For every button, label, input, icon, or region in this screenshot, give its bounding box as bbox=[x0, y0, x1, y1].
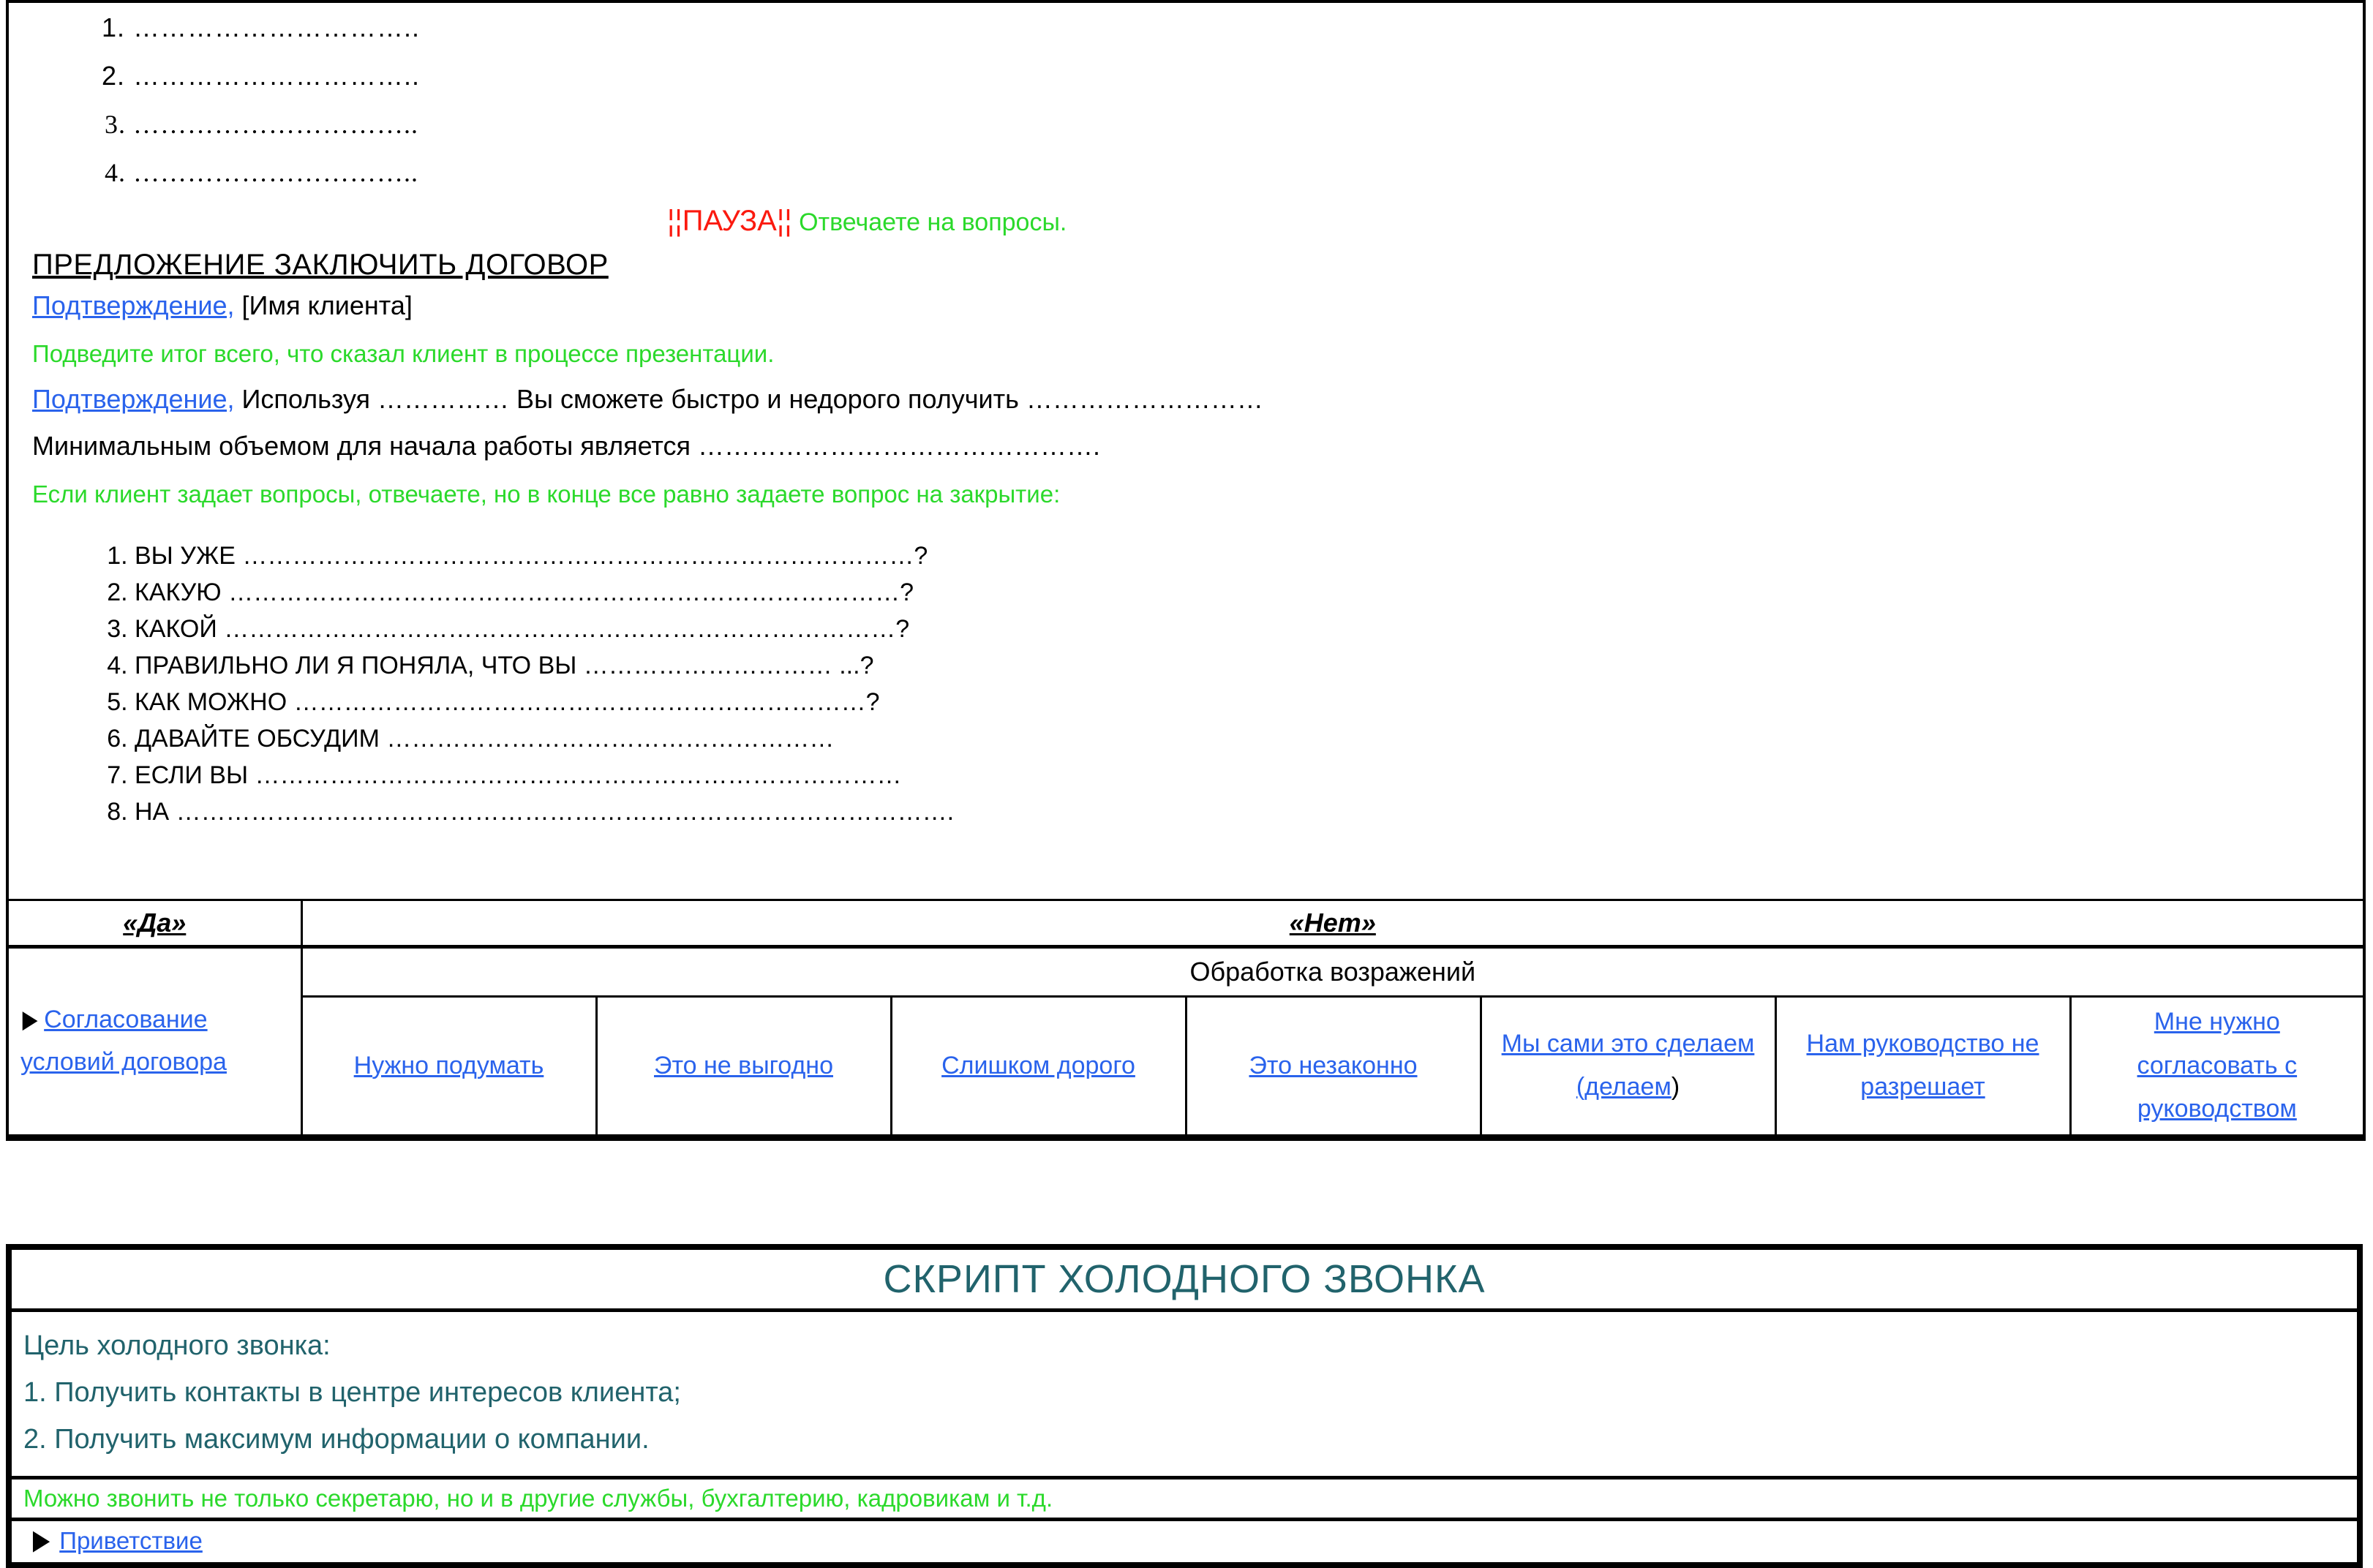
no-header: «Нет» bbox=[1289, 908, 1376, 938]
section-heading-proposal: ПРЕДЛОЖЕНИЕ ЗАКЛЮЧИТЬ ДОГОВОР bbox=[32, 249, 609, 281]
cold-call-note-cell: Можно звонить не только секретарю, но и в другие службы, бухгалтерию, кадровикам и т.д. bbox=[9, 1477, 2360, 1519]
objection-link-need-approval[interactable]: Мне нужно согласовать с руководством bbox=[2137, 1008, 2298, 1123]
coach-tip-summary: Подведите итог всего, что сказал клиент в процессе презентации. bbox=[32, 340, 775, 367]
objection-cell bbox=[2070, 997, 2364, 1138]
objection-link-do-it-ourselves[interactable]: Мы сами это сделаем (делаем bbox=[1501, 1029, 1755, 1101]
objection-cell bbox=[1775, 997, 2070, 1138]
confirmation-link[interactable]: Подтверждение, bbox=[32, 290, 235, 320]
cold-call-title: СКРИПТ ХОЛОДНОГО ЗВОНКА bbox=[9, 1247, 2360, 1311]
script-content-cell bbox=[7, 1, 2364, 900]
list-item: 4. ………………………….. bbox=[133, 158, 2348, 187]
offer-blank-text: Используя …………… Вы сможете быстро и недорого получить ……………………… bbox=[234, 384, 1263, 414]
list-item: 2. ………………………….. bbox=[133, 61, 2348, 91]
confirm-line-2 bbox=[32, 384, 2348, 415]
objection-link-management-forbids[interactable]: Нам руководство не разрешает bbox=[1806, 1029, 2039, 1101]
yes-header-cell bbox=[7, 900, 301, 947]
sales-script-table bbox=[6, 0, 2366, 1141]
objection-cell bbox=[596, 997, 891, 1138]
goal-line: 1. Получить контакты в центре интересов клиента; bbox=[23, 1376, 681, 1408]
objection-cell bbox=[891, 997, 1186, 1138]
confirm-line-1 bbox=[32, 290, 2348, 321]
pause-marker: ¦¦ПАУЗА¦¦ bbox=[667, 205, 792, 237]
list-item: 8. НА …………………………………………………………………………………. bbox=[135, 798, 2348, 826]
pause-note: Отвечаете на вопросы. bbox=[799, 208, 1067, 236]
objection-cell bbox=[1186, 997, 1481, 1138]
yes-action-cell bbox=[7, 947, 301, 1138]
minimum-volume-line: Минимальным объемом для начала работы является ………………………………………. bbox=[32, 431, 1101, 461]
list-item: 1. ВЫ УЖЕ ………………………………………………………………………? bbox=[135, 542, 2348, 570]
yes-no-header-row bbox=[7, 900, 2364, 947]
client-name-placeholder: [Имя клиента] bbox=[234, 290, 413, 320]
list-item: 1. ………………………….. bbox=[133, 13, 2348, 42]
play-arrow-icon: ▶ bbox=[32, 1525, 50, 1556]
objections-header-cell: Обработка возражений bbox=[301, 947, 2364, 997]
objection-link-not-profitable[interactable]: Это не выгодно bbox=[654, 1051, 833, 1079]
paren-suffix: ) bbox=[1671, 1073, 1680, 1101]
list-item: 2. КАКУЮ ………………………………………………………………………? bbox=[135, 578, 2348, 606]
list-item: 3. ………………………….. bbox=[133, 110, 2348, 139]
blank-points-list bbox=[23, 13, 2348, 187]
greeting-cell bbox=[9, 1519, 2360, 1565]
objection-cell bbox=[1481, 997, 1775, 1138]
greeting-link[interactable]: Приветствие bbox=[59, 1527, 203, 1554]
objection-link-illegal[interactable]: Это незаконно bbox=[1249, 1051, 1418, 1079]
objection-cell bbox=[301, 997, 596, 1138]
objections-row bbox=[7, 997, 2364, 1138]
list-item: 7. ЕСЛИ ВЫ …………………………………………………………………… bbox=[135, 761, 2348, 789]
list-item: 6. ДАВАЙТЕ ОБСУДИМ ……………………………………………… bbox=[135, 725, 2348, 753]
objection-link-need-to-think[interactable]: Нужно подумать bbox=[353, 1051, 544, 1079]
closing-questions-list bbox=[94, 542, 2348, 826]
objection-link-too-expensive[interactable]: Слишком дорого bbox=[941, 1051, 1135, 1079]
no-header-cell bbox=[301, 900, 2364, 947]
cold-call-goals-cell bbox=[9, 1310, 2360, 1477]
goal-line: Цель холодного звонка: bbox=[23, 1330, 331, 1361]
contract-terms-link[interactable]: Согласование условий договора bbox=[20, 1005, 227, 1076]
list-item: 4. ПРАВИЛЬНО ЛИ Я ПОНЯЛА, ЧТО ВЫ ………………………… ...? bbox=[135, 652, 2348, 679]
coach-tip-closing: Если клиент задает вопросы, отвечаете, но в конце все равно задаете вопрос на закрытие: bbox=[32, 480, 1061, 508]
pause-line bbox=[667, 206, 2348, 237]
goal-line: 2. Получить максимум информации о компании. bbox=[23, 1423, 650, 1455]
confirmation-link[interactable]: Подтверждение, bbox=[32, 384, 235, 414]
play-arrow-icon: ▶ bbox=[22, 1005, 38, 1033]
yes-header: «Да» bbox=[123, 908, 187, 938]
cold-call-script-table bbox=[6, 1244, 2363, 1568]
list-item: 3. КАКОЙ ………………………………………………………………………? bbox=[135, 615, 2348, 643]
list-item: 5. КАК МОЖНО ……………………………………………………………? bbox=[135, 688, 2348, 716]
